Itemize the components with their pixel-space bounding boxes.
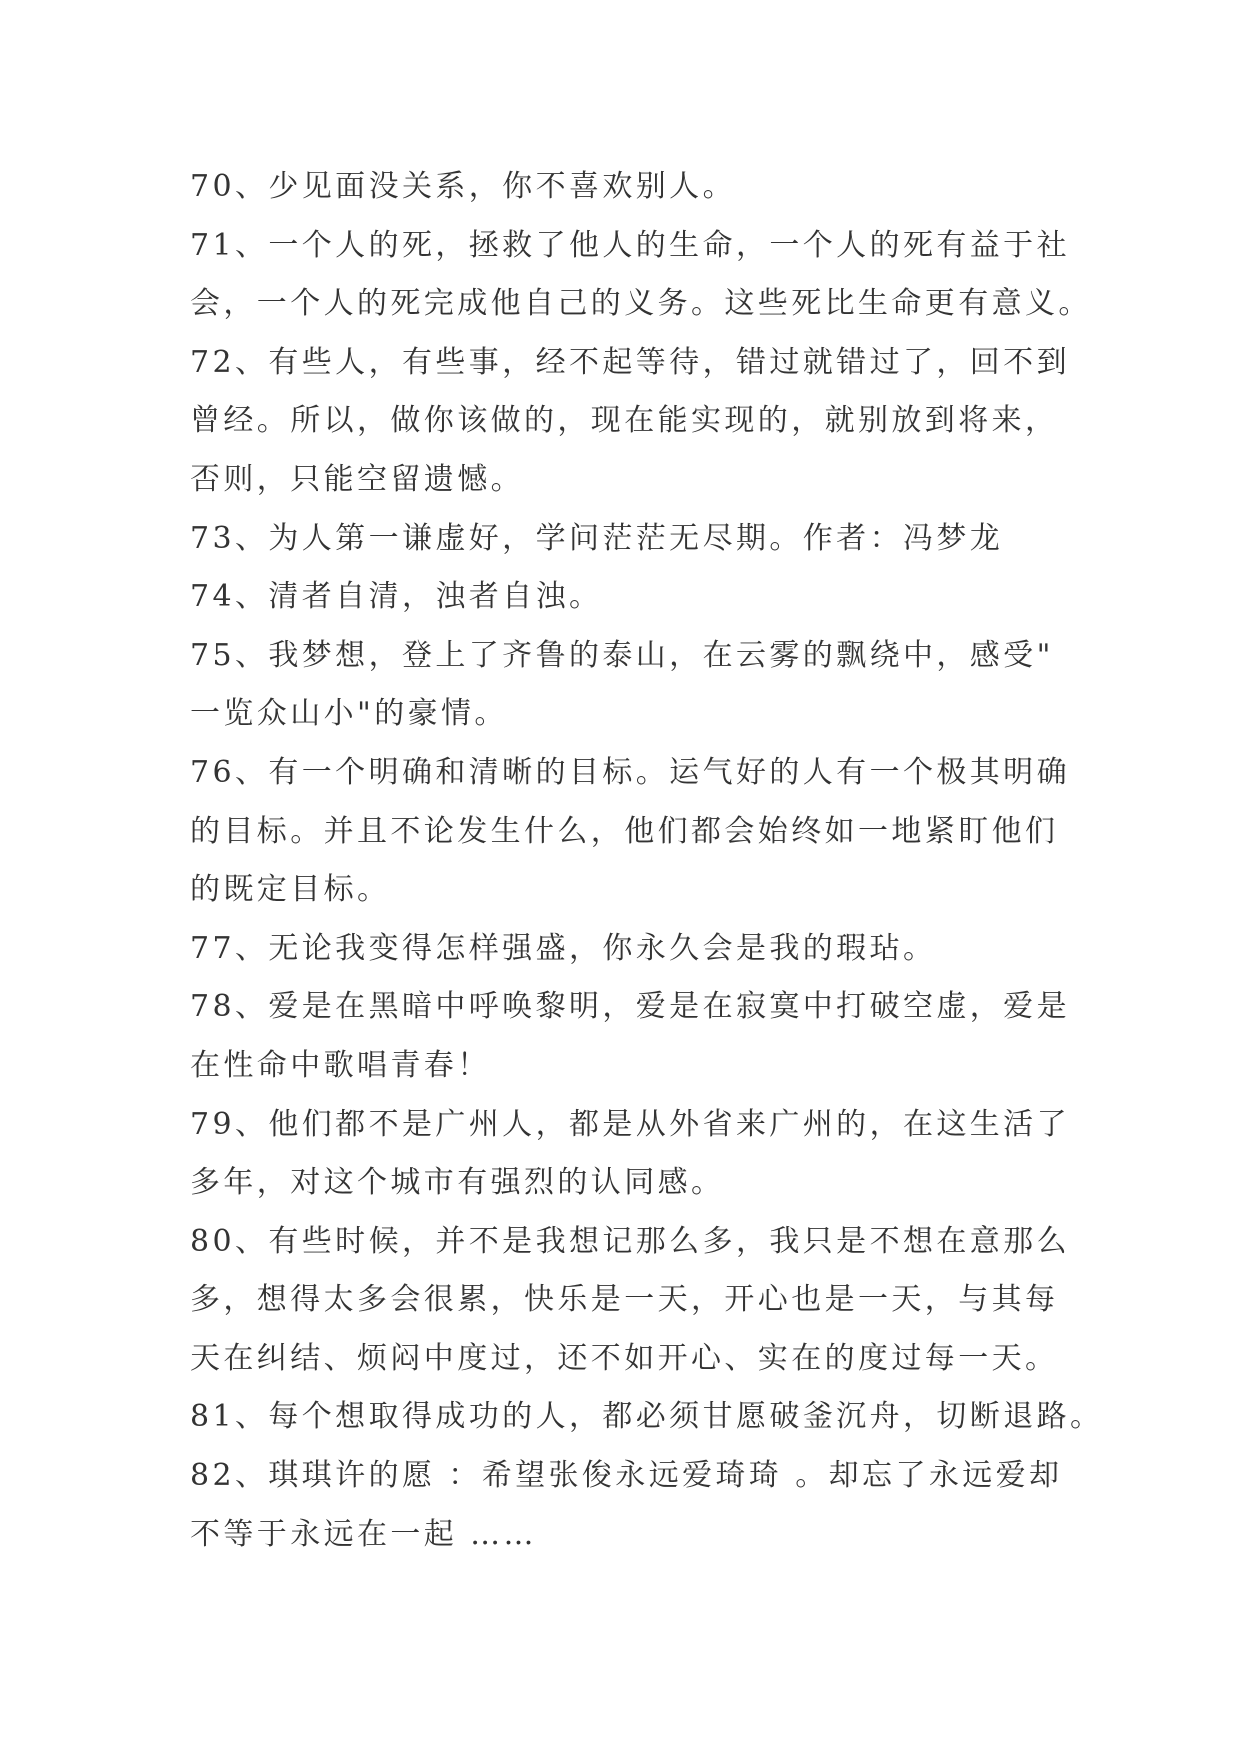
text-line: 曾经。所以，做你该做的，现在能实现的，就别放到将来， — [190, 403, 1059, 439]
text-line: 73、为人第一谦虚好，学问茫茫无尽期。作者：冯梦龙 — [190, 520, 1004, 556]
text-line: 81、每个想取得成功的人，都必须甘愿破釜沉舟，切断退路。 — [190, 1399, 1104, 1435]
text-line: 79、他们都不是广州人，都是从外省来广州的，在这生活了 — [190, 1106, 1070, 1142]
text-line: 82、琪琪许的愿 ：希望张俊永远爱琦琦 。却忘了永远爱却 — [190, 1458, 1063, 1494]
text-line: 多年，对这个城市有强烈的认同感。 — [190, 1165, 725, 1201]
text-line: 的目标。并且不论发生什么，他们都会始终如一地紧盯他们 — [190, 813, 1059, 849]
text-line: 80、有些时候，并不是我想记那么多，我只是不想在意那么 — [190, 1223, 1070, 1259]
text-line: 75、我梦想，登上了齐鲁的泰山，在云雾的飘绕中，感受" — [190, 637, 1054, 673]
text-line: 74、清者自清，浊者自浊。 — [190, 579, 603, 615]
text-line: 会，一个人的死完成他自己的义务。这些死比生命更有意义。 — [190, 286, 1092, 322]
text-line: 不等于永远在一起 …… — [190, 1516, 537, 1552]
text-line: 的既定目标。 — [190, 872, 391, 908]
text-line: 否则，只能空留遗憾。 — [190, 461, 524, 497]
text-line: 一览众山小"的豪情。 — [190, 696, 508, 732]
text-line: 71、一个人的死，拯救了他人的生命，一个人的死有益于社 — [190, 227, 1070, 263]
document-body — [190, 158, 1104, 1564]
text-line: 天在纠结、烦闷中度过，还不如开心、实在的度过每一天。 — [190, 1340, 1059, 1376]
text-line: 在性命中歌唱青春！ — [190, 1047, 491, 1083]
text-line: 72、有些人，有些事，经不起等待，错过就错过了，回不到 — [190, 344, 1070, 380]
text-line: 多，想得太多会很累，快乐是一天，开心也是一天，与其每 — [190, 1282, 1059, 1318]
text-line: 70、少见面没关系，你不喜欢别人。 — [190, 169, 736, 204]
text-line: 77、无论我变得怎样强盛，你永久会是我的瑕玷。 — [190, 930, 937, 966]
text-line: 78、爱是在黑暗中呼唤黎明，爱是在寂寞中打破空虚，爱是 — [190, 989, 1070, 1025]
text-line: 76、有一个明确和清晰的目标。运气好的人有一个极其明确 — [190, 754, 1070, 790]
